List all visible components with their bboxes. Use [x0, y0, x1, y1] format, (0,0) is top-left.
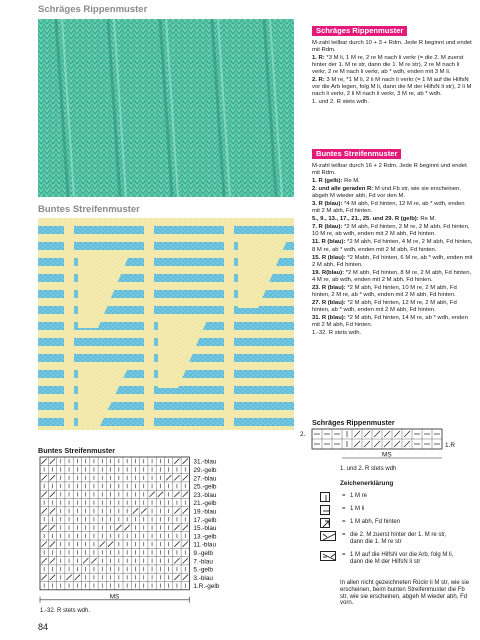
ms-label: MS [382, 451, 392, 459]
chart-row-label: 7.-blau [193, 558, 213, 566]
rib-header: Schräges Rippenmuster [312, 26, 407, 36]
page-number: 84 [38, 622, 49, 632]
stripe-row: 2. und alle geraden R: M und Fb str, wie sie erscheinen, abgeh M wieder abh, Fd vor den M. [312, 186, 461, 200]
legend-title: Zeichenerklärung [340, 480, 394, 487]
rib-pattern-photo [38, 19, 294, 197]
cross-left-symbol-icon [320, 551, 336, 561]
chart-row-label: 19.-blau [193, 508, 217, 516]
stripe-instructions [312, 149, 474, 338]
chart-row-label: 21.-gelb [193, 500, 217, 508]
stripe-row: 1. R (gelb): Re M. [312, 178, 360, 185]
stripe-header: Buntes Streifenmuster [312, 149, 401, 159]
stripe-row: 5., 9., 13., 17., 21., 25. und 29. R (gelb): Re M. [312, 216, 437, 223]
chart-row-label: 23.-blau [193, 491, 217, 499]
stripe-chart-note: 1.-32. R stets wdh. [40, 608, 91, 614]
legend-closing-note: In allen nicht gezeichneten Rückr li M str, wie sie erscheinen, beim bunten Streifenmuster die Fb str, wie sie erscheinen, abgeh M wieder abh, Fd vorn. [340, 580, 470, 607]
chart-row-label: 1.R.-gelb [193, 583, 220, 591]
chart-row-label: 15.-blau [193, 525, 217, 533]
stripe-row: 27. R (blau): *2 M abh, Fd hinten, 12 M re, 2 M abh, Fd hinten, ab * wdh, enden mit 2 M abh, Fd hinten. [312, 299, 457, 313]
chart-row-label: 9.-gelb [193, 550, 213, 557]
chart-row-label: 25.-gelb [193, 483, 217, 491]
chart-row-label: 31.-blau [193, 458, 217, 466]
rib-row: 2. R: 3 M re, *1 M li, 2 li M nach li verkr (= 1 M auf die HilfsN vor die Arb legen, folg M li, dann die M der HilfsN li str), 2 li M nach li verkr, 2 li M nach li verkr, 3 M re, ab * wdh. [312, 77, 472, 98]
stripe-row: 3. R (blau): *4 M abh, Fd hinten, 12 M re, ab * wdh, enden mit 2 M abh, Fd hinten. [312, 201, 465, 215]
stripe-chart-title: Buntes Streifenmuster [38, 446, 116, 455]
stripe-row: 31. R (blau): *2 M abh, Fd hinten, 14 M re, ab * wdh, enden mit 2 M abh, Fd hinten. [312, 314, 468, 328]
chart-row-label: 29.-gelb [193, 467, 217, 474]
purl-symbol-icon [320, 505, 330, 515]
rib-intro: M-zahl teilbar durch 10 + 3 + Rdm. Jede R beginnt und endet mit Rdm. [312, 40, 472, 54]
stripe-row: 15. R (blau): *2 Mabh, Fd hinten, 6 M re, ab * wdh, enden mit 2 M abh, Fd hinten. [312, 254, 473, 268]
stripe-chart [38, 455, 278, 615]
knit-symbol-icon [320, 492, 330, 502]
chart-row-label: 5.-gelb [193, 566, 213, 574]
cross-right-symbol-icon [320, 531, 336, 541]
chart-row-label: 27.-blau [193, 475, 217, 483]
slip-symbol-icon [320, 518, 330, 528]
rib-instructions [312, 26, 474, 107]
rib-chart-note: 1. und 2. R stets wdh [340, 466, 397, 472]
stripe-photo-title: Buntes Streifenmuster [38, 204, 140, 215]
chart-row-label: 11.-blau [193, 541, 217, 549]
rib-chart-title: Schräges Rippenmuster [312, 418, 395, 427]
chart-row-label: 3.-blau [193, 574, 213, 582]
stripe-row: 1.-32. R stets wdh. [312, 330, 362, 337]
ms-label: MS [109, 593, 120, 601]
stripe-pattern-photo [38, 218, 294, 430]
chart-row-label: 17.-gelb [193, 516, 217, 524]
row-label-right: 1.R [445, 442, 455, 449]
row-label-left: 2. [300, 431, 306, 438]
chart-row-label: 13.-gelb [193, 533, 217, 541]
stripe-row: 11. R (blau): *2 M abh, Fd hinten, 4 M re, 2 M abh, Fd hinten, 8 M re, ab * wdh, enden mit 2 M abh, Fd hinten. [312, 239, 473, 253]
rib-photo-title: Schräges Rippenmuster [38, 4, 148, 15]
rib-chart [298, 426, 478, 462]
stripe-intro: M-zahl teilbar durch 16 + 2 Rdm. Jede R beginnt und endet mit Rdm. [312, 163, 467, 177]
rib-row: 1. R: *3 M li, 1 M re, 2 re M nach li verkr (= die 2. M zuerst hinter der 1. M re str, dann die 1. M re str), 2 re M nach li verkr, 2 re M nach li verkr, ab * wdh, enden mit 3 M li. [312, 55, 464, 76]
stripe-row: 19. R(blau): *2 M abh, Fd hinten, 8 M re, 2 M abh, Fd hinten, 4 M re, ab wdh, enden mit 2 M abh, Fd hinten. [312, 269, 472, 283]
rib-row: 1. und 2. R stets wdh. [312, 99, 369, 106]
stripe-row: 23. R (blau): *2 M abh, Fd hinten, 10 M re, 2 M abh, Fd hinten, 2 M re, ab * wdh, enden mit 2 M abh, Fd hinten. [312, 284, 457, 298]
stripe-row: 7. R (blau): *2 M abh, Fd hinten, 2 M re, 2 M abh, Fd hinten, 10 M re, ab wdh, enden mit 2 M abh, Fd hinten. [312, 224, 470, 238]
